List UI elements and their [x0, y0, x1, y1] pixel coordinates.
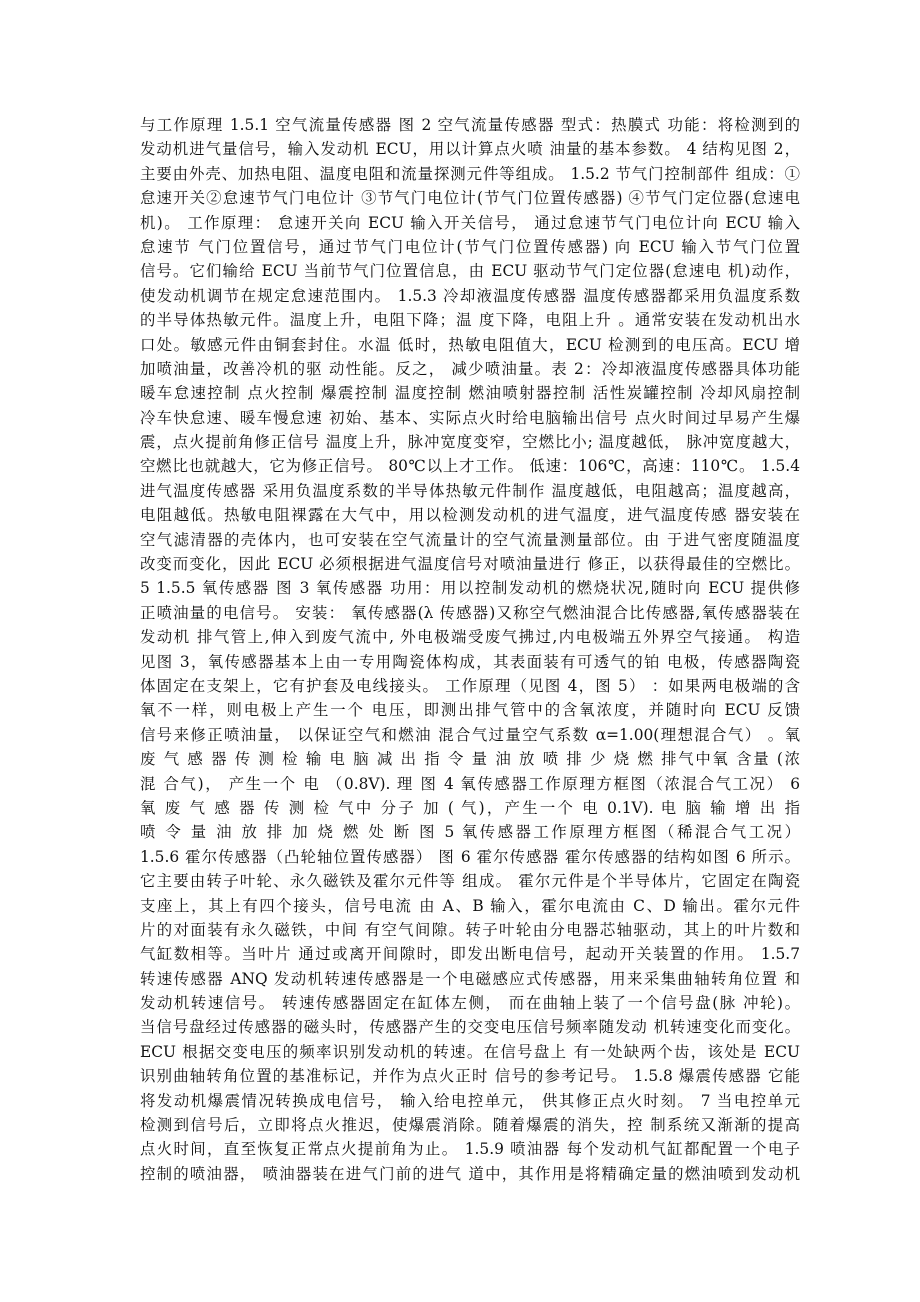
text-line: 识别曲轴转角位置的基准标记，并作为点火正时 信号的参考记号。 1.5.8 爆震传感器 它能	[140, 1067, 800, 1086]
text-line: 点火时间，直至恢复正常点火提前角为止。 1.5.9 喷油器 每个发动机气缸都配置一个电子	[140, 1140, 800, 1159]
text-line: 控制的喷油器， 喷油器装在进气门前的进气 道中，其作用是将精确定量的燃油喷到发动机	[140, 1164, 800, 1183]
body-text	[140, 113, 800, 1186]
text-line: 加喷油量，改善冷机的驱 动性能。反之， 减少喷油量。表 2：冷却液温度传感器具体功能	[140, 359, 800, 378]
text-line: 口处。敏感元件由铜套封住。水温 低时，热敏电阻值大，ECU 检测到的电压高。ECU 增	[140, 335, 800, 354]
text-line: 主要由外壳、加热电阻、温度电阻和流量探测元件等组成。 1.5.2 节气门控制部件 组成：①	[140, 164, 800, 183]
text-line: 5 1.5.5 氧传感器 图 3 氧传感器 功用：用以控制发动机的燃烧状况,随时向 ECU 提供修	[140, 579, 800, 598]
text-line: 气缸数相等。当叶片 通过或离开间隙时，即发出断电信号，起动开关装置的作用。 1.5.7	[140, 945, 800, 964]
text-line: 废 气 感 器 传 测 检 输 电 脑 减 出 指 令 量 油 放 喷 排 少 烧 燃 排气中氧 含量 (浓	[140, 750, 800, 769]
text-line: 氧 废 气 感 器 传 测 检 气中 分子 加 ( 气)，产生一个 电 0.1V). 电 脑 输 增 出 指	[140, 798, 800, 817]
text-line: 发动机 排气管上,伸入到废气流中, 外电极端受废气拂过,内电极端五外界空气接通。 构造	[140, 628, 800, 647]
text-line: 冷车快怠速、暖车慢怠速 初始、基本、实际点火时给电脑输出信号 点火时间过早易产生爆	[140, 408, 800, 427]
text-line: 转速传感器 ANQ 发动机转速传感器是一个电磁感应式传感器，用来采集曲轴转角位置 和	[140, 969, 800, 988]
text-line: 它主要由转子叶轮、永久磁铁及霍尔元件等 组成。 霍尔元件是个半导体片，它固定在陶瓷	[140, 872, 800, 891]
text-line: 怠速开关②怠速节气门电位计 ③节气门电位计(节气门位置传感器) ④节气门定位器(怠速电	[140, 189, 800, 208]
text-line: 震，点火提前角修正信号 温度上升，脉冲宽度变窄，空燃比小; 温度越低， 脉冲宽度越大，	[140, 433, 800, 452]
text-line: 检测到信号后，立即将点火推迟，使爆震消除。随着爆震的消失，控 制系统又渐渐的提高	[140, 1116, 800, 1135]
text-line: 1.5.6 霍尔传感器（凸轮轴位置传感器） 图 6 霍尔传感器 霍尔传感器的结构如图 6 所示。	[140, 847, 800, 866]
text-line: 见图 3，氧传感器基本上由一专用陶瓷体构成，其表面装有可透气的铂 电极，传感器陶瓷	[140, 652, 800, 671]
text-line: 使发动机调节在规定怠速范围内。 1.5.3 冷却液温度传感器 温度传感器都采用负温度系数	[140, 286, 800, 305]
text-line: 发动机转速信号。 转速传感器固定在缸体左侧， 而在曲轴上装了一个信号盘(脉 冲轮)。	[140, 994, 800, 1013]
text-line: ECU 根据交变电压的频率识别发动机的转速。在信号盘上 有一处缺两个齿，该处是 ECU	[140, 1042, 800, 1061]
text-line: 进气温度传感器 采用负温度系数的半导体热敏元件制作 温度越低，电阻越高；温度越高，	[140, 481, 800, 500]
text-line: 正喷油量的电信号。 安装： 氧传感器(λ 传感器)又称空气燃油混合比传感器,氧传感器装在	[140, 603, 800, 622]
text-line: 电阻越低。热敏电阻裸露在大气中，用以检测发动机的进气温度，进气温度传感 器安装在	[140, 506, 800, 525]
text-line: 机)。 工作原理： 怠速开关向 ECU 输入开关信号， 通过怠速节气门电位计向 ECU 输入	[140, 213, 800, 232]
text-line: 体固定在支架上，它有护套及电线接头。 工作原理（见图 4，图 5） ：如果两电极端的含	[140, 676, 800, 695]
text-line: 信号来修正喷油量， 以保证空气和燃油 混合气过量空气系数 α=1.00(理想混合气） 。氧	[140, 725, 800, 744]
text-line: 将发动机爆震情况转换成电信号， 输入给电控单元， 供其修正点火时刻。 7 当电控单元	[140, 1091, 800, 1110]
text-line: 发动机进气量信号，输入发动机 ECU，用以计算点火喷 油量的基本参数。 4 结构见图 2，	[140, 140, 800, 159]
text-line: 怠速节 气门位置信号，通过节气门电位计(节气门位置传感器) 向 ECU 输入节气门位置	[140, 237, 800, 256]
text-line: 空燃比也就越大，它为修正信号。 80℃以上才工作。 低速：106℃，高速：110℃。 1.5.4	[140, 457, 800, 476]
text-line: 当信号盘经过传感器的磁头时，传感器产生的交变电压信号频率随发动 机转速变化而变化。	[140, 1018, 800, 1037]
text-line: 改变而变化，因此 ECU 必须根据进气温度信号对喷油量进行 修正，以获得最佳的空燃比。	[140, 555, 800, 574]
text-line: 喷 令 量 油 放 排 加 烧 燃 处 断 图 5 氧传感器工作原理方框图（稀混合气工况）	[140, 823, 800, 842]
text-line: 氧不一样，则电极上产生一个 电压，即测出排气管中的含氧浓度，并随时向 ECU 反馈	[140, 701, 800, 720]
text-line: 片的对面装有永久磁铁，中间 有空气间隙。转子叶轮由分电器芯轴驱动，其上的叶片数和	[140, 920, 800, 939]
text-line: 混 合气)， 产生一个 电 （0.8V). 理 图 4 氧传感器工作原理方框图（浓混合气工况） 6	[140, 774, 800, 793]
text-line: 信号。它们输给 ECU 当前节气门位置信息，由 ECU 驱动节气门定位器(怠速电 机)动作，	[140, 262, 800, 281]
text-line: 空气滤清器的壳体内，也可安装在空气流量计的空气流量测量部位。由 于进气密度随温度	[140, 530, 800, 549]
text-line: 与工作原理 1.5.1 空气流量传感器 图 2 空气流量传感器 型式：热膜式 功能：将检测到的	[140, 116, 800, 134]
text-line: 的半导体热敏元件。温度上升，电阻下降；温 度下降，电阻上升 。通常安装在发动机出水	[140, 311, 800, 330]
text-line: 支座上，其上有四个接头，信号电流 由 A、B 输入，霍尔电流由 C、D 输出。霍尔元件	[140, 896, 800, 915]
text-line: 暖车怠速控制 点火控制 爆震控制 温度控制 燃油喷射器控制 活性炭罐控制 冷却风扇控制	[140, 384, 800, 403]
